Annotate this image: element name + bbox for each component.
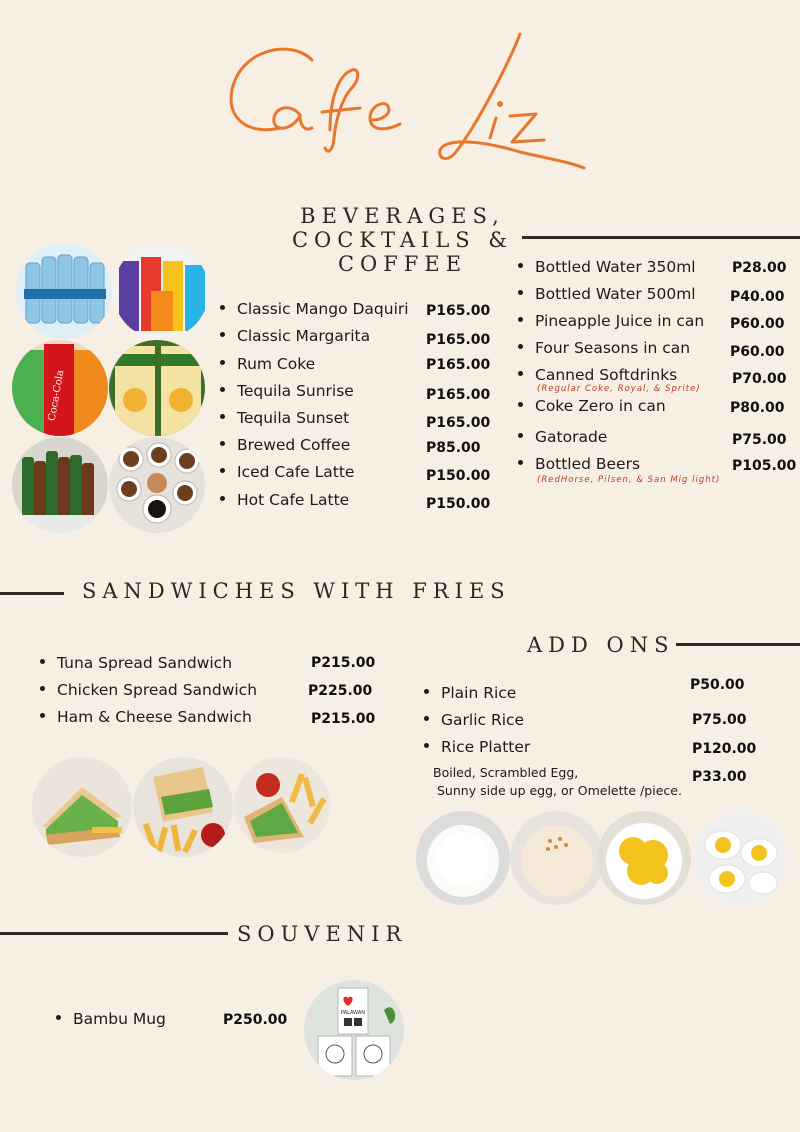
bullet [518, 433, 523, 438]
beverages-heading-line-2: COCKTAILS & [291, 228, 514, 252]
item-price: P80.00 [730, 400, 785, 416]
bullet [518, 317, 523, 322]
item-name: Bottled Water 500ml [535, 285, 696, 303]
beverages-rule [522, 236, 800, 239]
menu-item [40, 654, 232, 672]
menu-item [40, 708, 252, 726]
item-price: P225.00 [308, 683, 373, 699]
bullet [518, 371, 523, 376]
menu-item [424, 711, 524, 729]
bullet [220, 496, 225, 501]
menu-item [56, 1010, 166, 1028]
menu-item [518, 312, 704, 330]
item-price: P215.00 [311, 655, 376, 671]
garlic-rice-photo [510, 811, 604, 905]
item-price: P165.00 [426, 387, 491, 403]
bambu-mug-photo [304, 980, 404, 1080]
item-price: P250.00 [223, 1012, 288, 1028]
sandwich-photo-1 [32, 757, 132, 857]
bullet [518, 263, 523, 268]
item-price: P165.00 [426, 332, 491, 348]
item-price: P70.00 [732, 371, 787, 387]
item-name: Canned Softdrinks [535, 366, 678, 384]
item-price: P85.00 [426, 440, 481, 456]
item-name: Four Seasons in can [535, 339, 691, 357]
item-price: P50.00 [690, 677, 745, 693]
item-name: Bottled Water 350ml [535, 258, 696, 276]
egg-line-1: Boiled, Scrambled Egg, [433, 765, 579, 780]
svg-text:Coca-Cola: Coca-Cola [46, 369, 67, 422]
item-price: P150.00 [426, 468, 491, 484]
item-price: P40.00 [730, 289, 785, 305]
sandwiches-heading: SANDWICHES WITH FRIES [82, 579, 511, 603]
soft-drinks-photo [12, 340, 108, 436]
pineapple-juice-photo [109, 340, 205, 436]
menu-item [518, 258, 696, 276]
gatorade-photo [113, 243, 209, 339]
item-name: Iced Cafe Latte [237, 463, 355, 481]
item-name: Garlic Rice [441, 711, 525, 729]
sandwich-photo-2 [133, 757, 233, 857]
menu-item [424, 738, 530, 756]
item-name: Bottled Beers [535, 455, 641, 473]
item-name: Tuna Spread Sandwich [57, 654, 233, 672]
item-name: Plain Rice [441, 684, 517, 702]
item-price: P120.00 [692, 741, 757, 757]
cafe-liz-logo [0, 20, 800, 180]
item-price: P60.00 [730, 316, 785, 332]
sandwich-photo-3 [234, 757, 330, 853]
addons-rule [676, 643, 800, 646]
menu-item [220, 327, 370, 345]
item-price: P75.00 [732, 432, 787, 448]
souvenir-heading: SOUVENIR [237, 922, 408, 946]
item-name: Pineapple Juice in can [535, 312, 705, 330]
item-price: P165.00 [426, 357, 491, 373]
item-price: P75.00 [692, 712, 747, 728]
menu-item [518, 366, 677, 384]
menu-item [220, 355, 315, 373]
bullet [220, 360, 225, 365]
menu-item [518, 397, 666, 415]
item-name: Tequila Sunset [237, 409, 350, 427]
beverages-heading [290, 204, 515, 276]
menu-item [518, 455, 640, 473]
souvenir-rule [0, 932, 228, 935]
item-name: Chicken Spread Sandwich [57, 681, 258, 699]
item-name: Coke Zero in can [535, 397, 666, 415]
item-note: (Regular Coke, Royal, & Sprite) [537, 384, 701, 394]
item-price: P165.00 [426, 303, 491, 319]
menu-item [518, 428, 607, 446]
item-name: Classic Margarita [237, 327, 371, 345]
menu-item [220, 409, 349, 427]
coffee-photo [109, 437, 205, 533]
bullet [518, 402, 523, 407]
menu-item [424, 684, 516, 702]
menu-item [220, 300, 409, 318]
bullet [518, 344, 523, 349]
item-price: P215.00 [311, 711, 376, 727]
bullet [518, 460, 523, 465]
scrambled-egg-photo [597, 811, 691, 905]
bullet [220, 414, 225, 419]
item-name: Hot Cafe Latte [237, 491, 350, 509]
menu-item [40, 681, 257, 699]
menu-item [220, 382, 354, 400]
item-note: (RedHorse, Pilsen, & San Mig light) [537, 475, 721, 485]
bullet [424, 689, 429, 694]
item-name: Classic Mango Daquiri [237, 300, 409, 318]
beverages-heading-line-3: COFFEE [337, 252, 468, 276]
boiled-egg-photo [693, 811, 787, 905]
bullet [40, 686, 45, 691]
bullet [220, 387, 225, 392]
item-name: Ham & Cheese Sandwich [57, 708, 252, 726]
item-name: Rum Coke [237, 355, 316, 373]
menu-item [518, 339, 690, 357]
bullet [424, 743, 429, 748]
item-price: P60.00 [730, 344, 785, 360]
item-price: P33.00 [692, 769, 747, 785]
item-price: P165.00 [426, 415, 491, 431]
item-name: Gatorade [535, 428, 608, 446]
item-price: P150.00 [426, 496, 491, 512]
menu-item [220, 436, 350, 454]
bottled-beers-photo [12, 437, 108, 533]
item-name: Rice Platter [441, 738, 531, 756]
bullet [220, 305, 225, 310]
egg-item [424, 764, 682, 800]
bullet [40, 659, 45, 664]
bullet [56, 1015, 61, 1020]
mug-text: PALAWAN [341, 1010, 365, 1016]
item-price: P28.00 [732, 260, 787, 276]
bullet [220, 441, 225, 446]
bullet [424, 716, 429, 721]
egg-line-2: Sunny side up egg, or Omelette /piece. [437, 783, 682, 798]
item-price: P105.00 [732, 458, 797, 474]
bullet [220, 468, 225, 473]
bottled-water-photo [16, 243, 112, 339]
menu-item [518, 285, 696, 303]
item-name: Tequila Sunrise [237, 382, 354, 400]
bullet [220, 332, 225, 337]
menu-item [220, 491, 349, 509]
beverages-heading-line-1: BEVERAGES, [300, 204, 505, 228]
plain-rice-photo [416, 811, 510, 905]
sandwiches-rule [0, 592, 64, 595]
item-name: Bambu Mug [73, 1010, 166, 1028]
menu-item [220, 463, 354, 481]
addons-heading: ADD ONS [527, 633, 675, 657]
bullet [518, 290, 523, 295]
item-name: Brewed Coffee [237, 436, 351, 454]
bullet [40, 713, 45, 718]
